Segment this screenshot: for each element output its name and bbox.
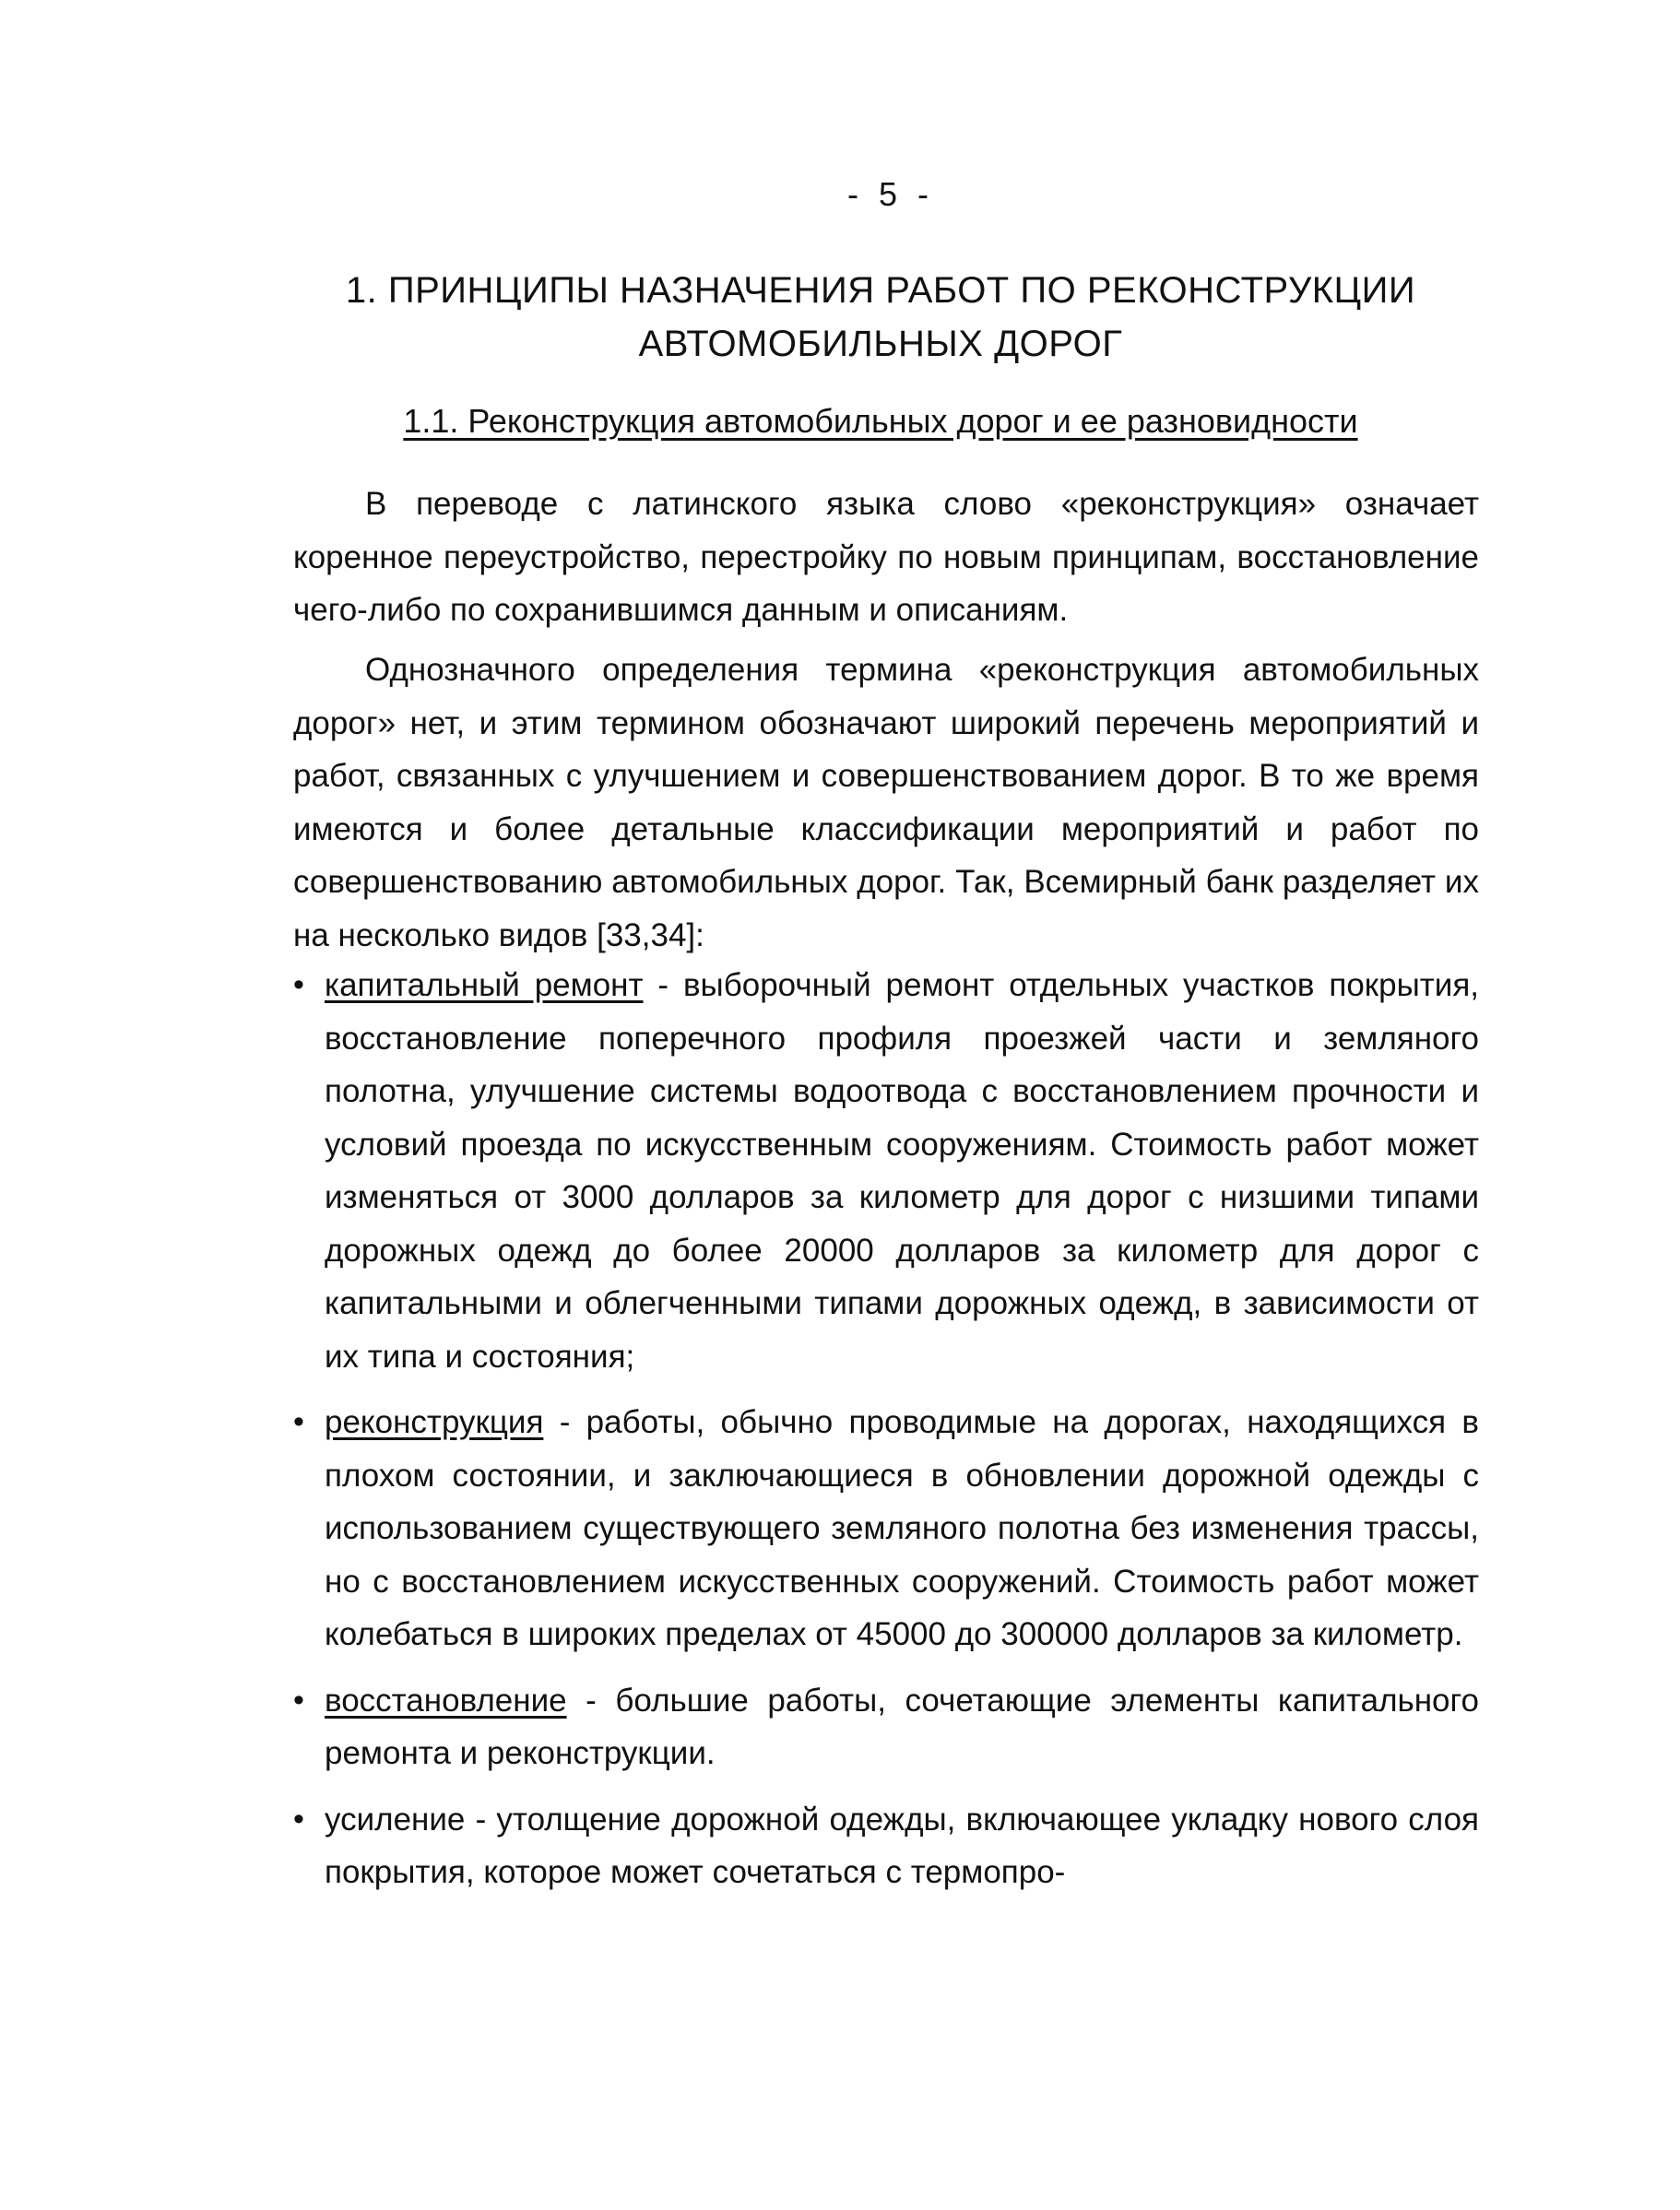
paragraph-2 bbox=[293, 644, 1479, 962]
paragraph-1 bbox=[293, 478, 1479, 637]
chapter-title bbox=[304, 264, 1457, 371]
bullet-icon: • bbox=[293, 1801, 304, 1837]
list-item-text: - выборочный ремонт отдельных участков покрытия, восстановление поперечного профиля проезжей части и земляного полотна, улучшение системы водоотвода с восстановлением прочности и условий проезда по искусственным сооружениям. Стоимость работ может изменяться от 3000 долларов за километр для дорог с низшими типами дорожных одежд до более 20000 долларов за километр для дорог с капитальными и облегченными типами дорожных одежд, в зависимости от их типа и состояния; bbox=[325, 967, 1479, 1375]
paragraph-text: В переводе с латинского языка слово «реконструкция» означает коренное переустройство, перестройку по новым принципам, восстановление чего-либо по сохранившимся данным и описаниям. bbox=[293, 486, 1479, 628]
chapter-title-line-2: АВТОМОБИЛЬНЫХ ДОРОГ bbox=[638, 324, 1123, 364]
term-capital-repair: капитальный ремонт bbox=[325, 967, 644, 1003]
term-reconstruction: реконструкция bbox=[325, 1404, 544, 1440]
list-item-text: - работы, обычно проводимые на дорогах, находящихся в плохом состоянии, и заключающиеся в обновлении дорожной одежды с использованием существующего земляного полотна без изменения трассы, но с восстановлением искусственных сооружений. Стоимость работ может колебаться в широких пределах от 45000 до 300000 долларов за километр. bbox=[325, 1404, 1479, 1652]
page-number: - 5 - bbox=[846, 175, 934, 213]
list-item-capital-repair bbox=[293, 959, 1479, 1383]
list-item-text: - большие работы, сочетающие элементы капитального ремонта и реконструкции. bbox=[325, 1682, 1479, 1771]
work-types-list bbox=[293, 959, 1479, 1912]
section-title: 1.1. Реконструкция автомобильных дорог и ее разновидности bbox=[403, 402, 1358, 440]
bullet-icon: • bbox=[293, 967, 304, 1002]
list-item-strengthening bbox=[293, 1793, 1479, 1899]
bullet-icon: • bbox=[293, 1682, 304, 1718]
term-restoration: восстановление bbox=[325, 1682, 567, 1719]
list-item-text: усиление - утолщение дорожной одежды, включающее укладку нового слоя покрытия, которое может сочетаться с термопро- bbox=[325, 1801, 1479, 1890]
list-item-reconstruction bbox=[293, 1396, 1479, 1661]
bullet-icon: • bbox=[293, 1404, 304, 1439]
list-item-restoration bbox=[293, 1674, 1479, 1780]
paragraph-text: Однозначного определения термина «реконструкция автомобильных дорог» нет, и этим термином обозначают широкий перечень мероприятий и работ, связанных с улучшением и совершенствованием дорог. В то же время имеются и более детальные классификации мероприятий и работ по совершенствованию автомобильных дорог. Так, Всемирный банк разделяет их на несколько видов [33,34]: bbox=[293, 652, 1479, 953]
chapter-title-line-1: 1. ПРИНЦИПЫ НАЗНАЧЕНИЯ РАБОТ ПО РЕКОНСТРУКЦИИ bbox=[345, 270, 1416, 311]
